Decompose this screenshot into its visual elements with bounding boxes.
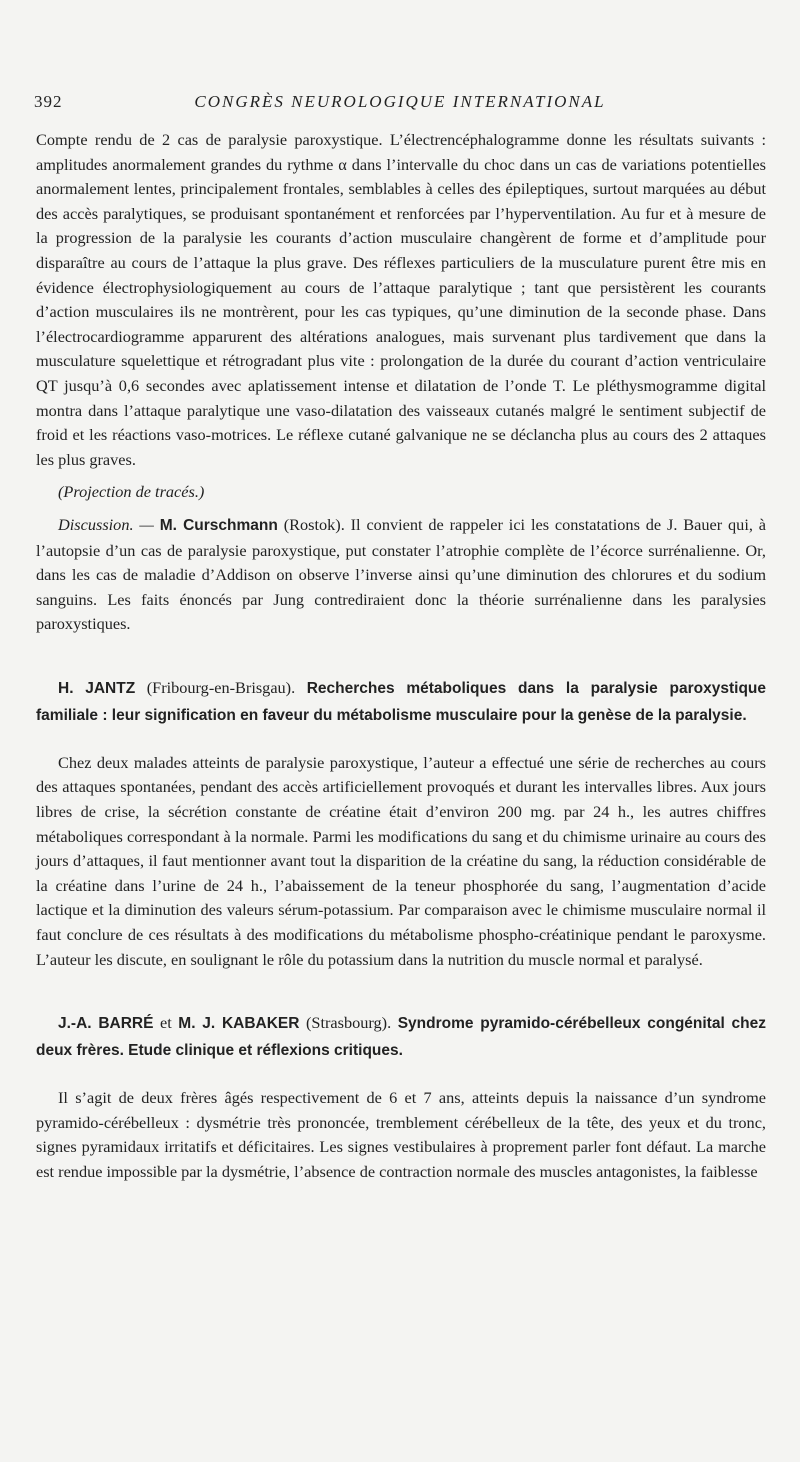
page-number: 392 bbox=[34, 92, 63, 111]
barre-author-1: J.-A. BARRÉ bbox=[58, 1015, 154, 1033]
barre-title: Syndrome pyramido-cérébelleux congénital chez deux frères. Etude clinique et réflexions critiques. bbox=[36, 1015, 766, 1060]
paragraph-eeg-report: Compte rendu de 2 cas de paralysie paroxystique. L’électrencéphalogramme donne les résultats suivants : amplitudes anormalement grandes du rythme α dans l’intervalle du choc dans un cas de variations potentielles anormalement lentes, principalement frontales, semblables à celles des épileptiques, surtout marquées au début des accès paralytiques, se produisant spontanément et renforcées par l’hyperventilation. Au fur et à mesure de la progression de la paralysie les courants d’action musculaire changèrent de forme et d’amplitude pour disparaître au cours de l’attaque la plus grave. Des réflexes particuliers de la musculature purent être mis en évidence électrophysiologiquement au cours de l’attaque paralytique ; tant que persistèrent les courants d’action musculaires ils ne montrèrent, pour les cas typiques, qu’une diminution de la seconde phase. Dans l’électrocardiogramme apparurent des altérations analogues, mais survenant plus tardivement que dans la musculature squelettique et rétrogradant plus vite : prolongation de la durée du courant d’action ventriculaire QT jusqu’à 0,6 secondes avec aplatissement intense et dilatation de l’onde T. Le pléthysmogramme digital montra dans l’attaque paralytique une vaso-dilatation des vaisseaux cutanés malgré le sentiment subjectif de froid et les réactions vaso-motrices. Le réflexe cutané galvanique ne se déclancha plus au cours des 2 attaques les plus graves. bbox=[36, 130, 766, 469]
jantz-heading bbox=[36, 675, 766, 729]
projection-note: (Projection de tracés.) bbox=[58, 482, 205, 502]
jantz-place: (Fribourg-en-Brisgau). bbox=[135, 677, 307, 697]
jantz-title: Recherches métaboliques dans la paralysie paroxystique familiale : leur signification en faveur du métabolisme musculaire pour la genèse de la paralysie. bbox=[36, 679, 767, 724]
running-title: CONGRÈS NEUROLOGIQUE INTERNATIONAL bbox=[194, 92, 606, 111]
jantz-paragraph: Chez deux malades atteints de paralysie paroxystique, l’auteur a effectué une série de recherches au cours des attaques spontanées, pendant des accès artificiellement provoqués et durant les intervalles libres. Aux jours libres de crise, la sécrétion constante de créatine était d’environ 200 mg. par 24 h., les autres chiffres métaboliques correspondant à la normale. Parmi les modifications du sang et du chimisme urinaire au cours des jours d’attaques, il faut mentionner avant tout la disparition de la créatine du sang, la réduction considérable de la créatine dans l’urine de 24 h., l’abaissement de la teneur phosphorée du sang, l’augmentation d’acide lactique et la diminution des valeurs sérum-potassium. Par comparaison avec le chimisme musculaire normal il faut conclure de ces résultats à des modifications du métabolisme phospho-créatinique pendant le paroxysme. L’auteur les discute, en soulignant le rôle du potassium dans la nutrition du muscle normal et paralysé. bbox=[36, 752, 766, 969]
barre-heading bbox=[36, 1010, 766, 1064]
barre-place: (Strasbourg). bbox=[299, 1013, 398, 1033]
barre-conjunction: et bbox=[153, 1013, 179, 1033]
barre-author-2: M. J. KABAKER bbox=[178, 1015, 300, 1033]
jantz-author: H. JANTZ bbox=[58, 679, 136, 697]
discussion-label: Discussion. — bbox=[58, 514, 154, 534]
barre-paragraph: Il s’agit de deux frères âgés respectivement de 6 et 7 ans, atteints depuis la naissance d’un syndrome pyramido-cérébelleux : dysmétrie très prononcée, tremblement cérébelleux de la tête, des yeux et du tronc, signes pyramidaux irritatifs et déficitaires. Les signes vestibulaires à proprement parler font défaut. La marche est rendue impossible par la dysmétrie, l’absence de contraction normale des muscles antagonistes, la faiblesse bbox=[36, 1088, 766, 1181]
article-body bbox=[36, 128, 766, 1185]
discussion-text: (Rostok). Il convient de rappeler ici les constatations de J. Bauer qui, à l’autopsie d’un cas de paralysie paroxystique, put constater l’atrophie complète de l’écorce surrénalienne. Or, dans les cas de maladie d’Addison on observe l’inverse ainsi qu’une diminution des chlorures et du sodium sanguins. Les faits énoncés par Jung contrediraient donc la théorie surrénalienne dans les paralysies paroxystiques. bbox=[36, 514, 767, 634]
discussant-name: M. Curschmann bbox=[159, 516, 278, 534]
discussion-paragraph bbox=[36, 513, 766, 637]
